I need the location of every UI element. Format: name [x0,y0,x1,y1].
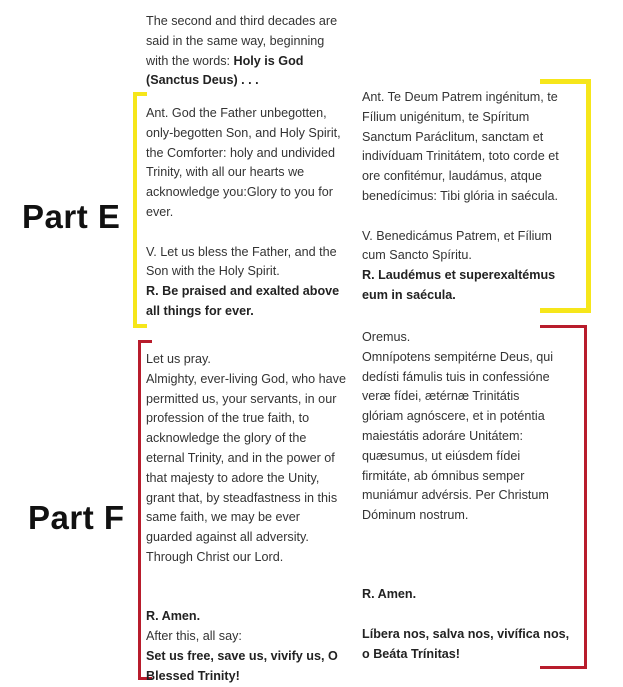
part-e-bracket-left [133,92,147,328]
prayer-line: eternal Trinity, and in the power of [146,450,335,465]
intro-prefix: with the words: [146,53,234,68]
prayer-line: maiestátis adoráre Unitátem: [362,428,523,443]
intro-line [146,52,337,72]
response-line: R. Laudémus et superexaltémus [362,268,556,283]
antiphon-line: indivíduam Trinitátem, toto corde et [362,149,559,164]
antiphon-line: the Comforter: holy and undivided [146,145,336,160]
prayer-line: muniámur advérsis. Per Christum [362,488,549,503]
prayer-line: acknowledge the glory of the [146,431,307,446]
prayer-line: Oremus. [362,330,411,344]
antiphon-line: only-begotten Son, and Holy Spirit, [146,125,341,140]
versicle-line: V. Benedicámus Patrem, et Fílium [362,228,552,243]
amen-line: R. Amen. [362,587,417,602]
prayer-line: Dóminum nostrum. [362,508,469,523]
antiphon-line: Sanctum Paráclitum, sanctam et [362,129,544,144]
antiphon-line: Fílium unigénitum, te Spíritum [362,109,530,124]
antiphon-line: ore confitémur, laudámus, atque [362,169,542,184]
part-e-latin [362,88,559,306]
versicle-line: V. Let us bless the Father, and the [146,244,337,259]
prayer-line: grant that, by steadfastness in this [146,490,338,505]
antiphon-line: Ant. Te Deum Patrem ingénitum, te [362,90,558,104]
prayer-line: Omnípotens sempitérne Deus, qui [362,349,554,364]
response-line: R. Be praised and exalted above [146,284,340,299]
antiphon-line: ever. [146,204,174,219]
part-f-latin [362,328,569,665]
intro-line [146,71,337,91]
prayer-line: Almighty, ever-living God, who have [146,371,346,386]
prayer-line: Let us pray. [146,352,211,366]
amen-line: R. Amen. [146,609,201,624]
response-line: all things for ever. [146,303,254,318]
part-e-english [146,104,341,322]
prayer-line: Through Christ our Lord. [146,549,284,564]
prayer-line: glóriam agnóscere, et in poténtia [362,409,545,424]
part-e-label: Part E [22,198,121,235]
prayer-line: firmitáte, ab ómnibus semper [362,468,525,483]
intro-line: The second and third decades are [146,14,338,28]
prayer-line: same faith, we may be ever [146,510,300,525]
antiphon-line: Trinity, with all our hearts we [146,165,305,180]
closing-line: Blessed Trinity! [146,668,240,683]
versicle-line: Son with the Holy Spirit. [146,264,280,279]
antiphon-line: Ant. God the Father unbegotten, [146,106,327,120]
part-f-english [146,350,346,687]
after-line: After this, all say: [146,629,242,644]
antiphon-line: benedícimus: Tibi glória in saécula. [362,188,559,203]
prayer-line: that majesty to adore the Unity, [146,470,320,485]
intro-bold: (Sanctus Deus) . . . [146,73,259,88]
part-f-label: Part F [28,499,125,536]
prayer-line: quæsumus, ut eiúsdem fídei [362,448,521,463]
prayer-line: veræ fídei, ætérnæ Trinitátis [362,389,520,404]
versicle-line: cum Sancto Spíritu. [362,248,472,263]
intro-line: said in the same way, beginning [146,33,325,48]
intro-text [146,12,337,91]
closing-line: Set us free, save us, vivify us, O [146,648,338,663]
prayer-line: dedísti fámulis tuis in confessióne [362,369,550,384]
prayer-line: profession of the true faith, to [146,411,310,426]
prayer-line: guarded against all adversity. [146,530,309,545]
closing-line: o Beáta Trínitas! [362,646,460,661]
prayer-line: permitted us, your servants, in our [146,391,337,406]
antiphon-line: acknowledge you:Glory to you for [146,185,333,200]
intro-bold: Holy is God [233,53,304,68]
closing-line: Líbera nos, salva nos, vivífica nos, [362,626,570,641]
response-line: eum in saécula. [362,287,456,302]
